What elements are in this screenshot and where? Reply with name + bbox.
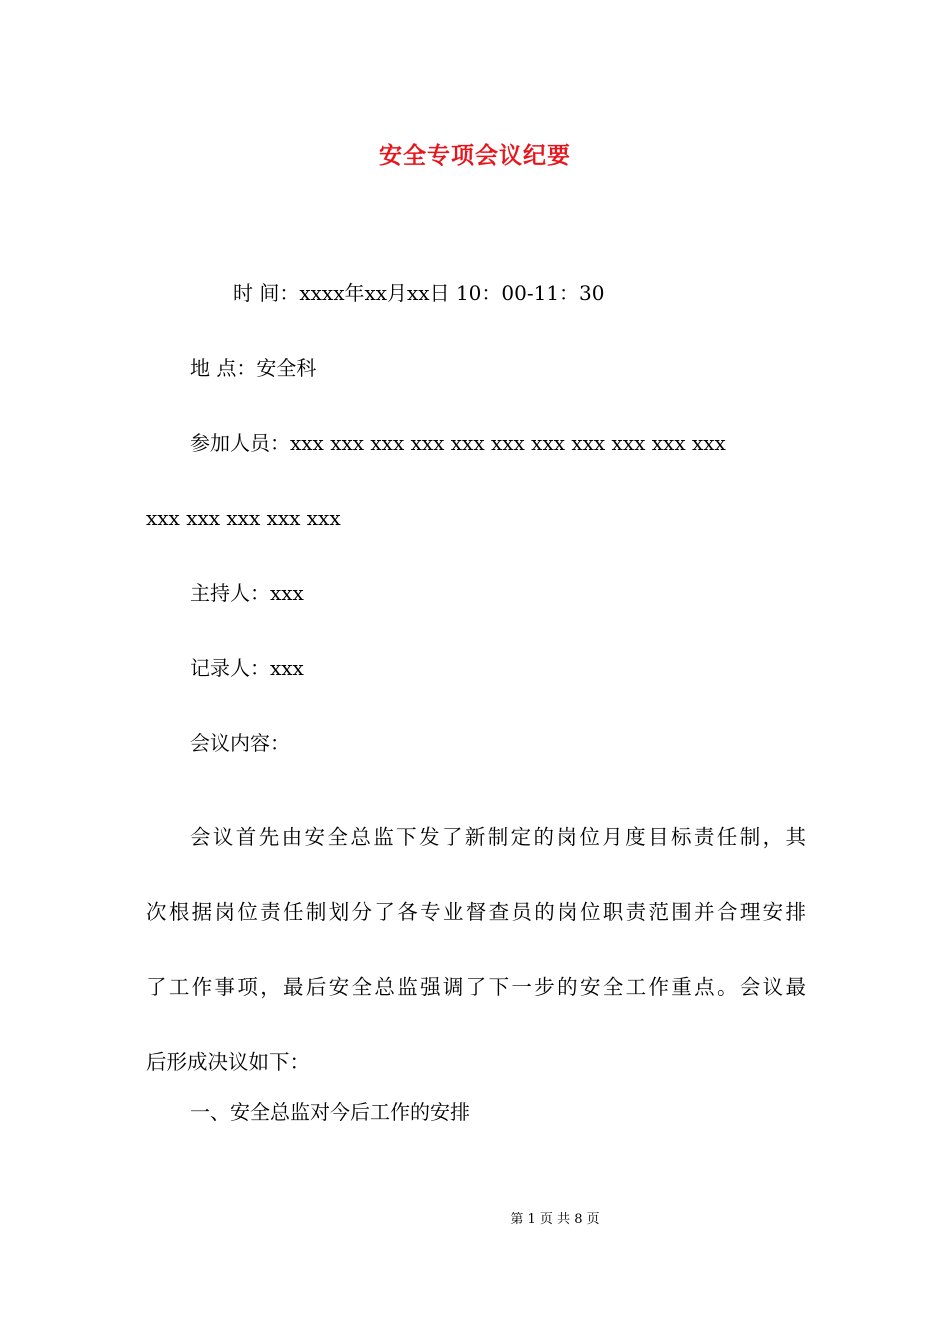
meeting-content-paragraph	[146, 800, 806, 1100]
paragraph-line: 次根据岗位责任制划分了各专业督查员的岗位职责范围并合理安排	[146, 900, 806, 924]
meeting-content-label: 会议内容：	[190, 731, 290, 755]
meeting-attendees-line-1: 参加人员：xxx xxx xxx xxx xxx xxx xxx xxx xxx xxx xxx	[190, 431, 726, 455]
meeting-host: 主持人：xxx	[190, 581, 304, 605]
document-title: 安全专项会议纪要	[379, 142, 571, 169]
section-heading: 一、安全总监对今后工作的安排	[190, 1100, 470, 1124]
paragraph-line: 后形成决议如下：	[146, 1050, 310, 1074]
paragraph-line: 了工作事项，最后安全总监强调了下一步的安全工作重点。会议最	[146, 975, 806, 999]
page-footer: 第 1 页 共 8 页	[510, 1212, 600, 1227]
paragraph-line: 会议首先由安全总监下发了新制定的岗位月度目标责任制，其	[190, 825, 806, 849]
meeting-recorder: 记录人：xxx	[190, 656, 304, 680]
meeting-place: 地 点：安全科	[190, 356, 317, 380]
meeting-time: 时 间：xxxx年xx月xx日 10：00-11：30	[233, 281, 605, 305]
meeting-attendees-line-2: xxx xxx xxx xxx xxx	[146, 506, 341, 530]
